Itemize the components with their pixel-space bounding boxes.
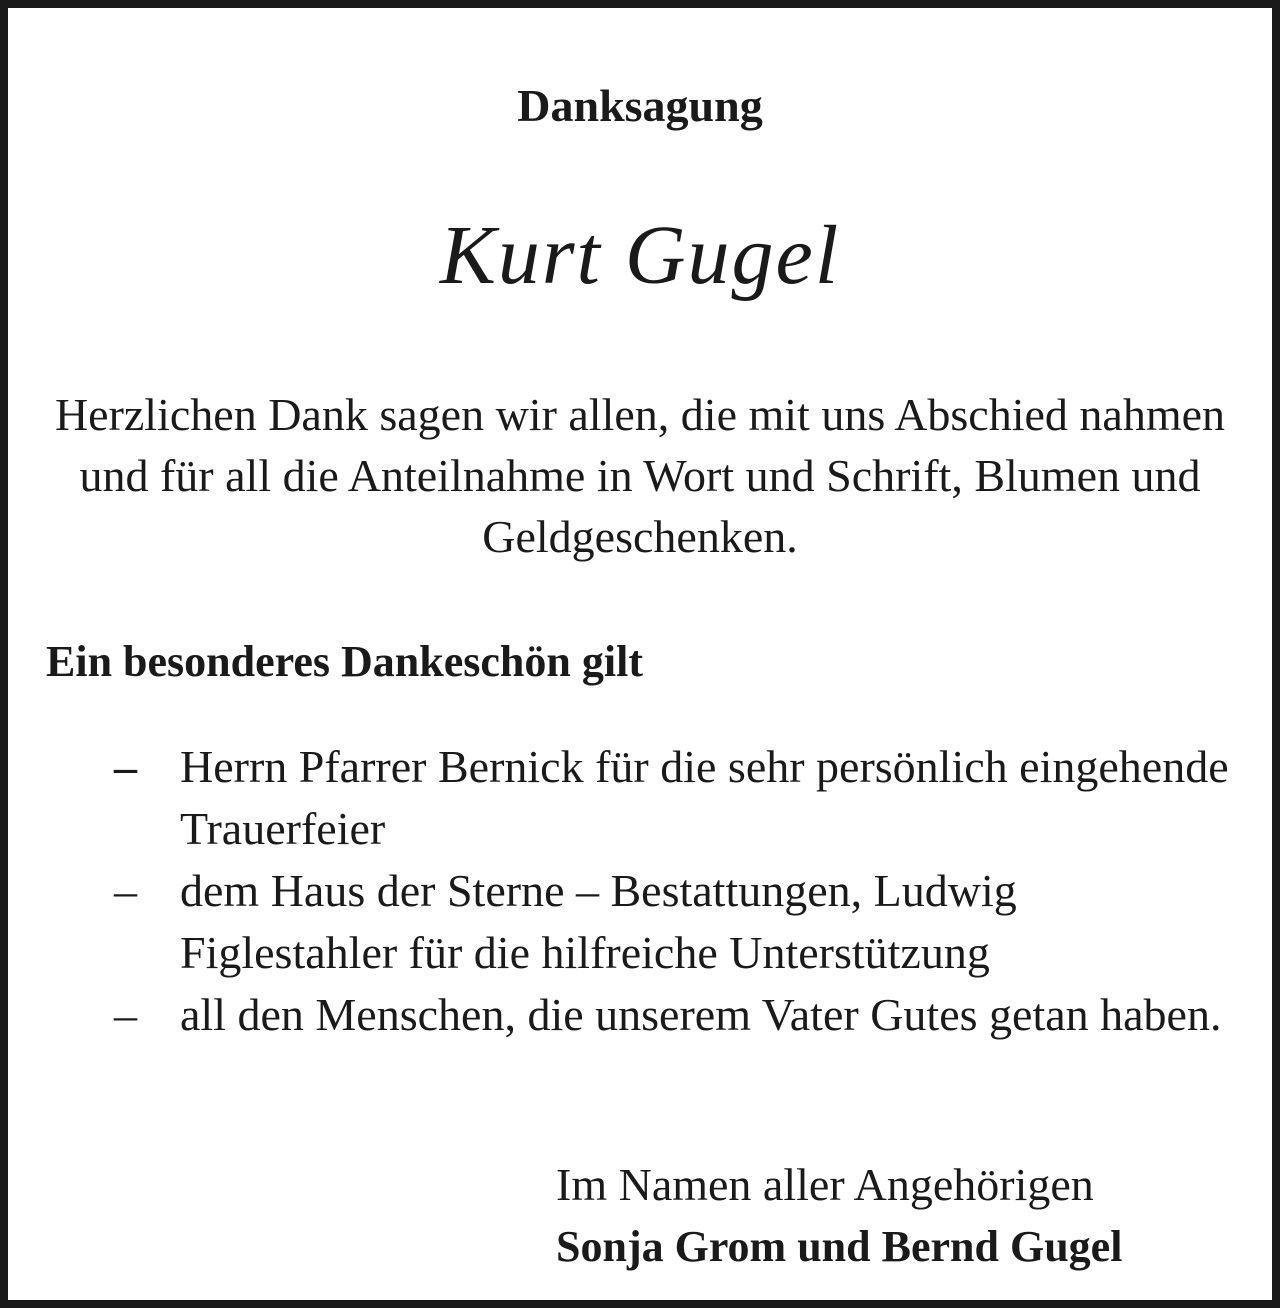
special-thanks-heading: Ein besonderes Dankeschön gilt xyxy=(46,637,643,686)
intro-paragraph: Herzlichen Dank sagen wir allen, die mit uns Abschied nahmen und für all die Anteilnahme in Wort und Schrift, Blumen und Geldgeschenken. xyxy=(54,389,1226,562)
notice-heading: Danksagung xyxy=(517,80,763,131)
list-bullet: – xyxy=(114,989,137,1040)
list-item xyxy=(8,860,1272,984)
list-item-text: all den Menschen, die unserem Vater Gutes getan haben. xyxy=(180,989,1222,1040)
list-item-text: Herrn Pfarrer Bernick für die sehr persönlich eingehende Trauerfeier xyxy=(180,741,1229,854)
list-bullet: – xyxy=(114,741,137,792)
thanks-list xyxy=(8,736,1272,1046)
list-item xyxy=(8,984,1272,1046)
signatories: Sonja Grom und Bernd Gugel xyxy=(556,1222,1123,1271)
list-item xyxy=(8,736,1272,860)
list-bullet: – xyxy=(114,865,137,916)
deceased-name: Kurt Gugel xyxy=(439,209,841,302)
list-item-text: dem Haus der Sterne – Bestattungen, Ludwig Figlestahler für die hilfreiche Unterstützung xyxy=(180,865,1017,978)
closing-line: Im Namen aller Angehörigen xyxy=(556,1159,1094,1210)
